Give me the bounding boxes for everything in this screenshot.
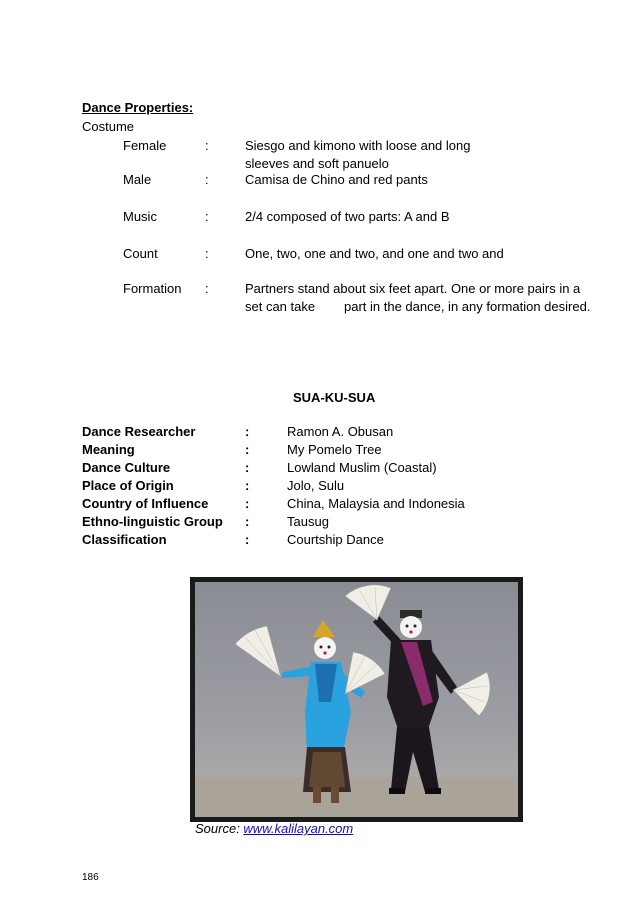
source-link[interactable]: www.kalilayan.com: [243, 821, 354, 836]
property-value-count: One, two, one and two, and one and two and: [245, 246, 504, 261]
property-name-male: Male: [123, 172, 152, 187]
info-value-origin: Jolo, Sulu: [287, 478, 345, 493]
dancers-illustration: [195, 582, 518, 817]
costume-label: Costume: [82, 119, 135, 134]
info-label-culture: Dance Culture: [82, 460, 171, 475]
info-colon: :: [245, 478, 250, 493]
property-name-count: Count: [123, 246, 158, 261]
property-colon: :: [205, 209, 209, 224]
info-colon: :: [245, 460, 250, 475]
property-value-male: Camisa de Chino and red pants: [245, 172, 428, 187]
property-colon: :: [205, 246, 209, 261]
property-value-female: Siesgo and kimono with loose and long sleeves and soft panuelo: [245, 138, 471, 171]
info-value-meaning: My Pomelo Tree: [287, 442, 382, 457]
info-label-ethno: Ethno-linguistic Group: [82, 514, 223, 529]
property-name-female: Female: [123, 138, 167, 153]
info-value-classification: Courtship Dance: [287, 532, 384, 547]
dance-photo: [190, 577, 523, 822]
property-value-music: 2/4 composed of two parts: A and B: [245, 209, 450, 224]
info-label-influence: Country of Influence: [82, 496, 209, 511]
property-colon: :: [205, 172, 209, 187]
info-label-meaning: Meaning: [82, 442, 135, 457]
info-colon: :: [245, 442, 250, 457]
info-label-classification: Classification: [82, 532, 167, 547]
property-colon: :: [205, 138, 209, 153]
property-name-music: Music: [123, 209, 157, 224]
info-colon: :: [245, 424, 250, 439]
property-colon: :: [205, 281, 209, 296]
info-value-influence: China, Malaysia and Indonesia: [287, 496, 465, 511]
info-value-researcher: Ramon A. Obusan: [287, 424, 394, 439]
info-value-ethno: Tausug: [287, 514, 329, 529]
property-name-formation: Formation: [123, 281, 182, 296]
info-colon: :: [245, 496, 250, 511]
source-prefix: Source:: [195, 821, 244, 836]
info-colon: :: [245, 514, 250, 529]
section-heading: Dance Properties:: [82, 100, 194, 115]
info-label-origin: Place of Origin: [82, 478, 174, 493]
property-value-formation: Partners stand about six feet apart. One or more pairs in a set can take part in the dance, in any formation desired.: [245, 281, 591, 314]
info-label-researcher: Dance Researcher: [82, 424, 196, 439]
page-number: 186: [82, 872, 99, 883]
dance-title: SUA-KU-SUA: [293, 390, 376, 405]
info-value-culture: Lowland Muslim (Coastal): [287, 460, 437, 475]
photo-source: [195, 821, 353, 836]
info-colon: :: [245, 532, 250, 547]
